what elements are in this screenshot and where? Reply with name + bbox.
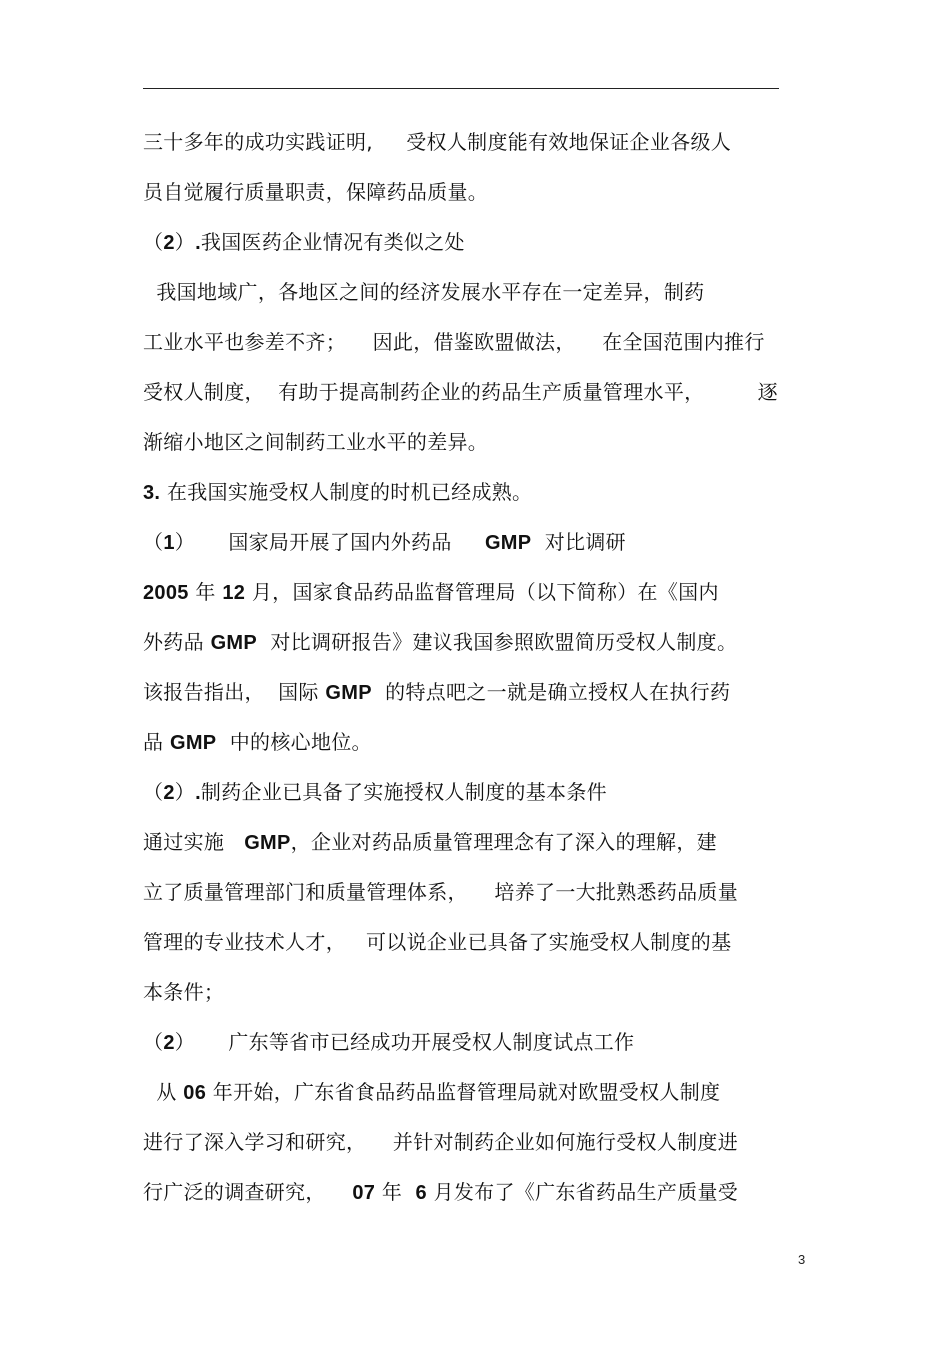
bold-text-segment: 06 [183,1082,207,1104]
text-segment: （ [143,230,164,254]
text-segment: 月，国家食品药品监督管理局（以下简称）在《国内 [245,580,719,604]
text-segment: 对比调研 [531,530,626,554]
text-segment: ） 广东等省市已经成功开展受权人制度试点工作 [174,1030,635,1054]
text-line [143,279,704,305]
bold-text-segment: 12 [222,582,246,604]
bold-text-segment: 07 [352,1182,376,1204]
text-line [143,879,738,905]
text-segment: 该报告指出， 国际 [143,680,326,704]
text-segment: 对比调研报告》建议我国参照欧盟简历受权人制度。 [257,630,738,654]
text-segment: 员自觉履行质量职责，保障药品质量。 [143,180,489,204]
text-segment: 品 [143,730,170,754]
text-segment: 立了质量管理部门和质量管理体系， 培养了一大批熟悉药品质量 [143,880,739,904]
text-line [143,479,532,506]
bold-text-segment: GMP [325,682,372,704]
text-segment: 年开始，广东省食品药品监督管理局就对欧盟受权人制度 [206,1080,721,1104]
text-line [143,1179,738,1206]
bold-text-segment: GMP [169,732,217,754]
text-line [143,1129,738,1155]
text-segment: 中的核心地位。 [216,730,372,754]
header-rule [143,88,779,89]
bold-text-segment: 2005 [143,582,189,604]
bold-text-segment: . [195,232,201,254]
text-segment: ） [174,230,196,254]
text-segment: 管理的专业技术人才， 可以说企业已具备了实施受权人制度的基 [143,930,732,954]
text-segment: 在我国实施受权人制度的时机已经成熟。 [160,480,533,504]
text-line [143,129,731,155]
text-line [143,929,731,955]
text-line [143,1029,634,1056]
bold-text-segment: 2 [163,1032,175,1054]
text-line [143,979,224,1005]
text-segment: 我国医药企业情况有类似之处 [200,230,465,254]
bold-text-segment: 3. [143,482,161,504]
text-line [143,229,465,256]
text-segment: 通过实施 [143,830,245,854]
text-segment: 年 [188,580,223,604]
text-segment: 三十多年的成功实践证明, 受权人制度能有效地保证企业各级人 [143,130,732,154]
text-segment: 从 [143,1080,184,1104]
text-line [143,179,488,205]
text-segment: （ [143,1030,164,1054]
bold-text-segment: 2 [163,232,175,254]
text-segment: ，企业对药品质量管理理念有了深入的理解，建 [290,830,717,854]
text-line [143,779,607,806]
bold-text-segment: GMP [484,532,532,554]
text-segment: 制药企业已具备了实施授权人制度的基本条件 [200,780,607,804]
text-line [143,629,737,656]
text-segment: 行广泛的调查研究， [143,1180,353,1204]
text-line [143,529,626,556]
page-number: 3 [798,1252,806,1267]
text-segment: 年 [375,1180,416,1204]
text-line [143,729,372,756]
text-line [143,829,717,856]
text-line [143,329,765,355]
bold-text-segment: GMP [244,832,291,854]
text-segment: 的特点吧之一就是确立授权人在执行药 [371,680,731,704]
text-segment: 本条件； [143,980,225,1004]
bold-text-segment: 6 [415,1182,427,1204]
text-segment: 渐缩小地区之间制药工业水平的差异。 [143,430,489,454]
text-segment: 我国地域广，各地区之间的经济发展水平存在一定差异，制药 [143,280,705,304]
bold-text-segment: 2 [163,782,175,804]
text-segment: 进行了深入学习和研究， 并针对制药企业如何施行受权人制度进 [143,1130,739,1154]
text-segment: （ [143,780,164,804]
text-segment: 工业水平也参差不齐； 因此，借鉴欧盟做法， 在全国范围内推行 [143,330,765,354]
text-line [143,1079,720,1106]
bold-text-segment: GMP [210,632,258,654]
text-line [143,579,719,606]
text-segment: （ [143,530,164,554]
text-segment: 外药品 [143,630,211,654]
text-line [143,679,730,706]
text-segment: 月发布了《广东省药品生产质量受 [426,1180,739,1204]
text-line [143,429,488,455]
bold-text-segment: 1 [163,532,175,554]
text-line [143,379,778,405]
text-segment: ） [174,780,196,804]
bold-text-segment: . [195,782,201,804]
text-segment: 受权人制度， 有助于提高制药企业的药品生产质量管理水平， 逐 [143,380,778,404]
text-segment: ） 国家局开展了国内外药品 [174,530,485,554]
